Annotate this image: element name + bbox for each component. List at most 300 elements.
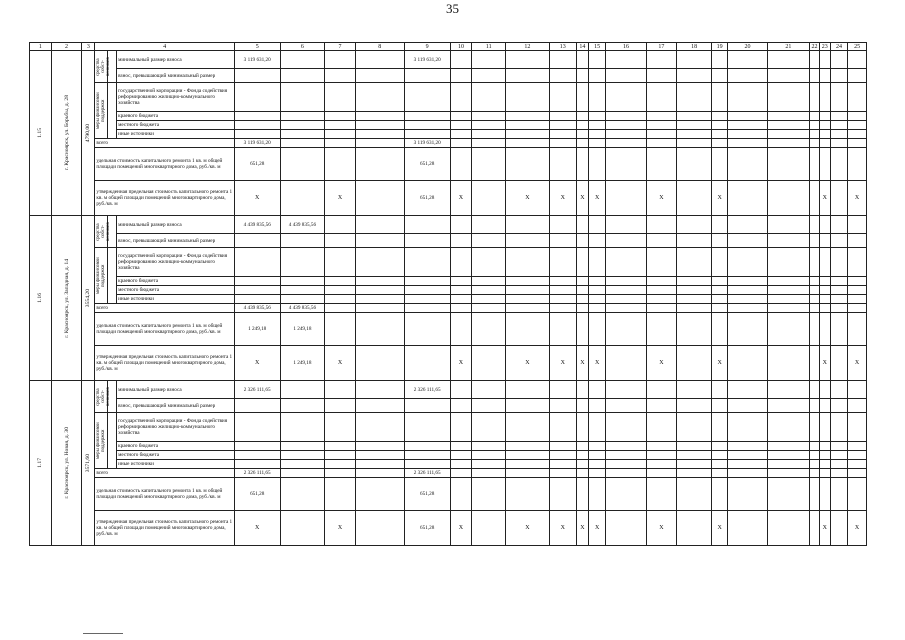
value-cell-c7: X [325, 511, 356, 546]
value-cell-c22 [810, 413, 820, 442]
column-header: 24 [830, 43, 847, 51]
table-row [30, 83, 867, 112]
value-cell-c9 [404, 216, 450, 234]
value-cell-c6 [280, 451, 325, 460]
value-cell-c9 [404, 130, 450, 139]
value-cell-c5: X [234, 181, 280, 216]
value-cell-c14 [576, 69, 588, 83]
value-cell-c8 [355, 277, 404, 286]
value-cell-c8 [355, 234, 404, 248]
value-cell-c14 [576, 277, 588, 286]
row-label-corp: государственной корпорации - Фонда содействия реформированию жилищно-коммунального хозяйства [117, 413, 235, 442]
value-cell-c25 [848, 451, 867, 460]
value-cell-c19 [712, 130, 728, 139]
value-cell-c20 [728, 148, 767, 181]
value-cell-c22 [810, 304, 820, 313]
row-label-limit-cost: утвержденная предельная стоимость капитального ремонта 1 кв. м общей площади помещений многоквартирного дома, руб./кв. м [95, 346, 234, 381]
record-area [82, 51, 95, 216]
value-cell-c9 [404, 451, 450, 460]
value-cell-c5 [234, 442, 280, 451]
table-row [30, 248, 867, 277]
value-cell-c9: 651,28 [404, 511, 450, 546]
value-cell-c8 [355, 248, 404, 277]
value-cell-c22 [810, 248, 820, 277]
value-cell-c8 [355, 478, 404, 511]
value-cell-c16 [606, 511, 646, 546]
value-cell-c10 [450, 469, 472, 478]
value-cell-c20 [728, 277, 767, 286]
table-row [30, 295, 867, 304]
value-cell-c13: X [549, 346, 576, 381]
value-cell-c12 [506, 313, 550, 346]
value-cell-c17 [646, 381, 677, 399]
row-label-limit-cost: утвержденная предельная стоимость капитального ремонта 1 кв. м общей площади помещений многоквартирного дома, руб./кв. м [95, 181, 234, 216]
value-cell-c16 [606, 112, 646, 121]
value-cell-c25 [848, 139, 867, 148]
value-cell-c15 [588, 460, 605, 469]
value-cell-c15 [588, 121, 605, 130]
record-area [82, 381, 95, 546]
value-cell-c5 [234, 121, 280, 130]
value-cell-c23 [819, 130, 830, 139]
value-cell-c13 [549, 234, 576, 248]
value-cell-c7 [325, 451, 356, 460]
value-cell-c17 [646, 69, 677, 83]
value-cell-c21 [767, 286, 810, 295]
value-cell-c7 [325, 69, 356, 83]
value-cell-c10 [450, 83, 472, 112]
record-address [51, 381, 82, 546]
value-cell-c24 [830, 112, 847, 121]
value-cell-c25 [848, 469, 867, 478]
value-cell-c5 [234, 234, 280, 248]
value-cell-c8 [355, 460, 404, 469]
value-cell-c11 [472, 83, 506, 112]
value-cell-c11 [472, 451, 506, 460]
value-cell-c7 [325, 248, 356, 277]
footer-line [83, 633, 123, 634]
value-cell-c19 [712, 69, 728, 83]
value-cell-c10 [450, 51, 472, 69]
value-cell-c21 [767, 511, 810, 546]
value-cell-c24 [830, 478, 847, 511]
table-row [30, 451, 867, 460]
value-cell-c11 [472, 286, 506, 295]
value-cell-c25 [848, 399, 867, 413]
value-cell-c15 [588, 130, 605, 139]
value-cell-c9 [404, 286, 450, 295]
value-cell-c6 [280, 234, 325, 248]
value-cell-c20 [728, 130, 767, 139]
value-cell-c16 [606, 234, 646, 248]
value-cell-c13 [549, 121, 576, 130]
value-cell-c17 [646, 451, 677, 460]
value-cell-c23 [819, 69, 830, 83]
value-cell-c11 [472, 234, 506, 248]
value-cell-c16 [606, 295, 646, 304]
value-cell-c11 [472, 399, 506, 413]
value-cell-c16 [606, 286, 646, 295]
value-cell-c9 [404, 69, 450, 83]
value-cell-c19: X [712, 181, 728, 216]
value-cell-c20 [728, 121, 767, 130]
value-cell-c15 [588, 51, 605, 69]
value-cell-c22 [810, 511, 820, 546]
value-cell-c25 [848, 304, 867, 313]
value-cell-c25 [848, 148, 867, 181]
row-label-min-fee: минимальный размер взноса [117, 381, 235, 399]
value-cell-c17 [646, 216, 677, 234]
value-cell-c19 [712, 442, 728, 451]
column-header: 2 [51, 43, 82, 51]
row-label-local: местного бюджета [117, 451, 235, 460]
value-cell-c11 [472, 511, 506, 546]
value-cell-c7 [325, 399, 356, 413]
group-support [95, 413, 108, 469]
value-cell-c12 [506, 234, 550, 248]
group-spacer [108, 248, 117, 304]
value-cell-c6 [280, 69, 325, 83]
record-area-text: 3554,20 [85, 288, 92, 308]
value-cell-c14 [576, 286, 588, 295]
value-cell-c22 [810, 451, 820, 460]
value-cell-c25 [848, 112, 867, 121]
value-cell-c9: 651,28 [404, 148, 450, 181]
value-cell-c17 [646, 83, 677, 112]
value-cell-c14 [576, 130, 588, 139]
value-cell-c16 [606, 460, 646, 469]
group-support-label: меры финансовой поддержки [96, 92, 107, 129]
value-cell-c12 [506, 295, 550, 304]
value-cell-c12 [506, 248, 550, 277]
column-header: 18 [677, 43, 712, 51]
value-cell-c15 [588, 399, 605, 413]
value-cell-c8 [355, 130, 404, 139]
record-address-text: г. Красноярск, ул. Западная, д. 14 [63, 258, 70, 338]
value-cell-c10 [450, 460, 472, 469]
value-cell-c10: X [450, 346, 472, 381]
value-cell-c9 [404, 83, 450, 112]
value-cell-c9 [404, 399, 450, 413]
value-cell-c11 [472, 216, 506, 234]
value-cell-c22 [810, 442, 820, 451]
value-cell-c19 [712, 451, 728, 460]
value-cell-c24 [830, 216, 847, 234]
value-cell-c19: X [712, 346, 728, 381]
value-cell-c8 [355, 83, 404, 112]
value-cell-c23 [819, 478, 830, 511]
value-cell-c22 [810, 295, 820, 304]
value-cell-c17 [646, 148, 677, 181]
value-cell-c9: 2 326 111,65 [404, 381, 450, 399]
value-cell-c18 [677, 346, 712, 381]
row-label-regional: краевого бюджета [117, 442, 235, 451]
column-header: 5 [234, 43, 280, 51]
value-cell-c25 [848, 295, 867, 304]
value-cell-c6 [280, 51, 325, 69]
group-own-funds-label: средства собст-венников [96, 57, 112, 76]
value-cell-c5 [234, 460, 280, 469]
value-cell-c8 [355, 381, 404, 399]
value-cell-c22 [810, 83, 820, 112]
value-cell-c15 [588, 139, 605, 148]
register-table [29, 42, 867, 546]
row-label-min-fee: минимальный размер взноса [117, 216, 235, 234]
value-cell-c25: X [848, 511, 867, 546]
value-cell-c19 [712, 478, 728, 511]
record-number [30, 381, 52, 546]
value-cell-c23 [819, 460, 830, 469]
value-cell-c15 [588, 234, 605, 248]
value-cell-c12 [506, 451, 550, 460]
value-cell-c13 [549, 381, 576, 399]
value-cell-c14 [576, 313, 588, 346]
value-cell-c17 [646, 469, 677, 478]
value-cell-c18 [677, 381, 712, 399]
value-cell-c19 [712, 313, 728, 346]
value-cell-c16 [606, 304, 646, 313]
value-cell-c10 [450, 478, 472, 511]
value-cell-c5 [234, 399, 280, 413]
record-area-text: 4790,00 [85, 123, 92, 143]
value-cell-c10 [450, 442, 472, 451]
value-cell-c24 [830, 69, 847, 83]
value-cell-c13 [549, 51, 576, 69]
value-cell-c23 [819, 469, 830, 478]
value-cell-c19 [712, 295, 728, 304]
value-cell-c16 [606, 83, 646, 112]
value-cell-c22 [810, 181, 820, 216]
value-cell-c8 [355, 181, 404, 216]
value-cell-c23 [819, 83, 830, 112]
value-cell-c5: 651,28 [234, 148, 280, 181]
value-cell-c25 [848, 216, 867, 234]
value-cell-c13 [549, 216, 576, 234]
value-cell-c6 [280, 399, 325, 413]
value-cell-c25 [848, 478, 867, 511]
value-cell-c10 [450, 313, 472, 346]
value-cell-c8 [355, 469, 404, 478]
value-cell-c13 [549, 442, 576, 451]
value-cell-c23 [819, 451, 830, 460]
value-cell-c25 [848, 121, 867, 130]
value-cell-c14 [576, 451, 588, 460]
value-cell-c19: X [712, 511, 728, 546]
value-cell-c8 [355, 313, 404, 346]
value-cell-c21 [767, 181, 810, 216]
value-cell-c12: X [506, 511, 550, 546]
value-cell-c10 [450, 295, 472, 304]
value-cell-c5 [234, 451, 280, 460]
table-row [30, 469, 867, 478]
value-cell-c8 [355, 286, 404, 295]
value-cell-c18 [677, 413, 712, 442]
value-cell-c14 [576, 216, 588, 234]
value-cell-c8 [355, 304, 404, 313]
value-cell-c21 [767, 413, 810, 442]
value-cell-c12 [506, 304, 550, 313]
value-cell-c8 [355, 216, 404, 234]
value-cell-c11 [472, 181, 506, 216]
value-cell-c23 [819, 399, 830, 413]
value-cell-c11 [472, 313, 506, 346]
value-cell-c13 [549, 469, 576, 478]
value-cell-c22 [810, 130, 820, 139]
value-cell-c20 [728, 478, 767, 511]
value-cell-c22 [810, 51, 820, 69]
value-cell-c12 [506, 413, 550, 442]
value-cell-c14 [576, 51, 588, 69]
value-cell-c17 [646, 130, 677, 139]
value-cell-c12 [506, 478, 550, 511]
value-cell-c8 [355, 413, 404, 442]
value-cell-c24 [830, 399, 847, 413]
value-cell-c13 [549, 130, 576, 139]
group-own-funds [95, 51, 112, 83]
value-cell-c10 [450, 112, 472, 121]
group-support [95, 83, 108, 139]
value-cell-c5 [234, 69, 280, 83]
value-cell-c20 [728, 286, 767, 295]
column-header: 3 [82, 43, 95, 51]
value-cell-c14 [576, 83, 588, 112]
value-cell-c7 [325, 313, 356, 346]
group-support-label: меры финансовой поддержки [96, 257, 107, 294]
value-cell-c11 [472, 304, 506, 313]
value-cell-c15 [588, 469, 605, 478]
row-label-unit-cost: удельная стоимость капитального ремонта 1 кв. м общей площади помещений многоквартирного дома, руб./кв. м [95, 148, 234, 181]
value-cell-c6 [280, 295, 325, 304]
value-cell-c12 [506, 216, 550, 234]
value-cell-c18 [677, 511, 712, 546]
value-cell-c23 [819, 51, 830, 69]
table-row [30, 511, 867, 546]
value-cell-c6 [280, 511, 325, 546]
value-cell-c23 [819, 112, 830, 121]
value-cell-c23 [819, 442, 830, 451]
value-cell-c16 [606, 399, 646, 413]
value-cell-c15 [588, 216, 605, 234]
table-row [30, 148, 867, 181]
value-cell-c14 [576, 248, 588, 277]
value-cell-c6 [280, 413, 325, 442]
value-cell-c21 [767, 112, 810, 121]
value-cell-c9 [404, 112, 450, 121]
value-cell-c19 [712, 121, 728, 130]
value-cell-c7 [325, 304, 356, 313]
row-label-over-min: взнос, превышающий минимальный размер [117, 399, 235, 413]
value-cell-c7 [325, 112, 356, 121]
value-cell-c18 [677, 313, 712, 346]
value-cell-c19 [712, 381, 728, 399]
value-cell-c16 [606, 478, 646, 511]
value-cell-c13 [549, 304, 576, 313]
value-cell-c15 [588, 442, 605, 451]
column-header: 22 [811, 43, 818, 50]
value-cell-c18 [677, 295, 712, 304]
value-cell-c8 [355, 346, 404, 381]
value-cell-c13 [549, 295, 576, 304]
value-cell-c6 [280, 148, 325, 181]
value-cell-c10 [450, 304, 472, 313]
row-label-total: всего [95, 139, 234, 148]
value-cell-c14: X [576, 181, 588, 216]
value-cell-c22 [810, 112, 820, 121]
value-cell-c20 [728, 69, 767, 83]
value-cell-c11 [472, 112, 506, 121]
value-cell-c10 [450, 148, 472, 181]
value-cell-c6 [280, 112, 325, 121]
value-cell-c19 [712, 112, 728, 121]
value-cell-c18 [677, 304, 712, 313]
group-own-funds-label: средства собст-венников [96, 387, 112, 406]
record-number-text: 1.16 [37, 293, 44, 303]
value-cell-c22 [810, 399, 820, 413]
value-cell-c25 [848, 286, 867, 295]
value-cell-c5: 2 326 111,65 [234, 381, 280, 399]
value-cell-c12 [506, 121, 550, 130]
table-row [30, 304, 867, 313]
column-header: 1 [30, 43, 52, 51]
value-cell-c10 [450, 121, 472, 130]
value-cell-c10 [450, 286, 472, 295]
value-cell-c11 [472, 478, 506, 511]
value-cell-c14 [576, 478, 588, 511]
value-cell-c12 [506, 69, 550, 83]
value-cell-c24 [830, 442, 847, 451]
value-cell-c7: X [325, 181, 356, 216]
table-row [30, 460, 867, 469]
value-cell-c12: X [506, 181, 550, 216]
value-cell-c22 [810, 286, 820, 295]
value-cell-c16 [606, 381, 646, 399]
value-cell-c16 [606, 451, 646, 460]
value-cell-c18 [677, 286, 712, 295]
value-cell-c20 [728, 346, 767, 381]
value-cell-c24 [830, 234, 847, 248]
value-cell-c9 [404, 121, 450, 130]
value-cell-c21 [767, 234, 810, 248]
value-cell-c6 [280, 139, 325, 148]
value-cell-c13 [549, 413, 576, 442]
value-cell-c14 [576, 139, 588, 148]
value-cell-c16 [606, 469, 646, 478]
value-cell-c13 [549, 112, 576, 121]
value-cell-c19 [712, 413, 728, 442]
value-cell-c6 [280, 469, 325, 478]
value-cell-c15 [588, 478, 605, 511]
value-cell-c13: X [549, 511, 576, 546]
value-cell-c6 [280, 83, 325, 112]
value-cell-c8 [355, 69, 404, 83]
value-cell-c10: X [450, 181, 472, 216]
value-cell-c24 [830, 304, 847, 313]
value-cell-c19 [712, 399, 728, 413]
value-cell-c17 [646, 460, 677, 469]
value-cell-c17 [646, 295, 677, 304]
value-cell-c19 [712, 139, 728, 148]
table-row [30, 216, 867, 234]
value-cell-c23: X [819, 511, 830, 546]
value-cell-c22 [810, 234, 820, 248]
value-cell-c8 [355, 442, 404, 451]
record-address-text: г. Красноярск, ул. Борьбы, д. 28 [63, 95, 70, 171]
value-cell-c25 [848, 277, 867, 286]
value-cell-c21 [767, 304, 810, 313]
value-cell-c17 [646, 139, 677, 148]
page-number: 35 [446, 1, 459, 16]
row-label-over-min: взнос, превышающий минимальный размер [117, 234, 235, 248]
